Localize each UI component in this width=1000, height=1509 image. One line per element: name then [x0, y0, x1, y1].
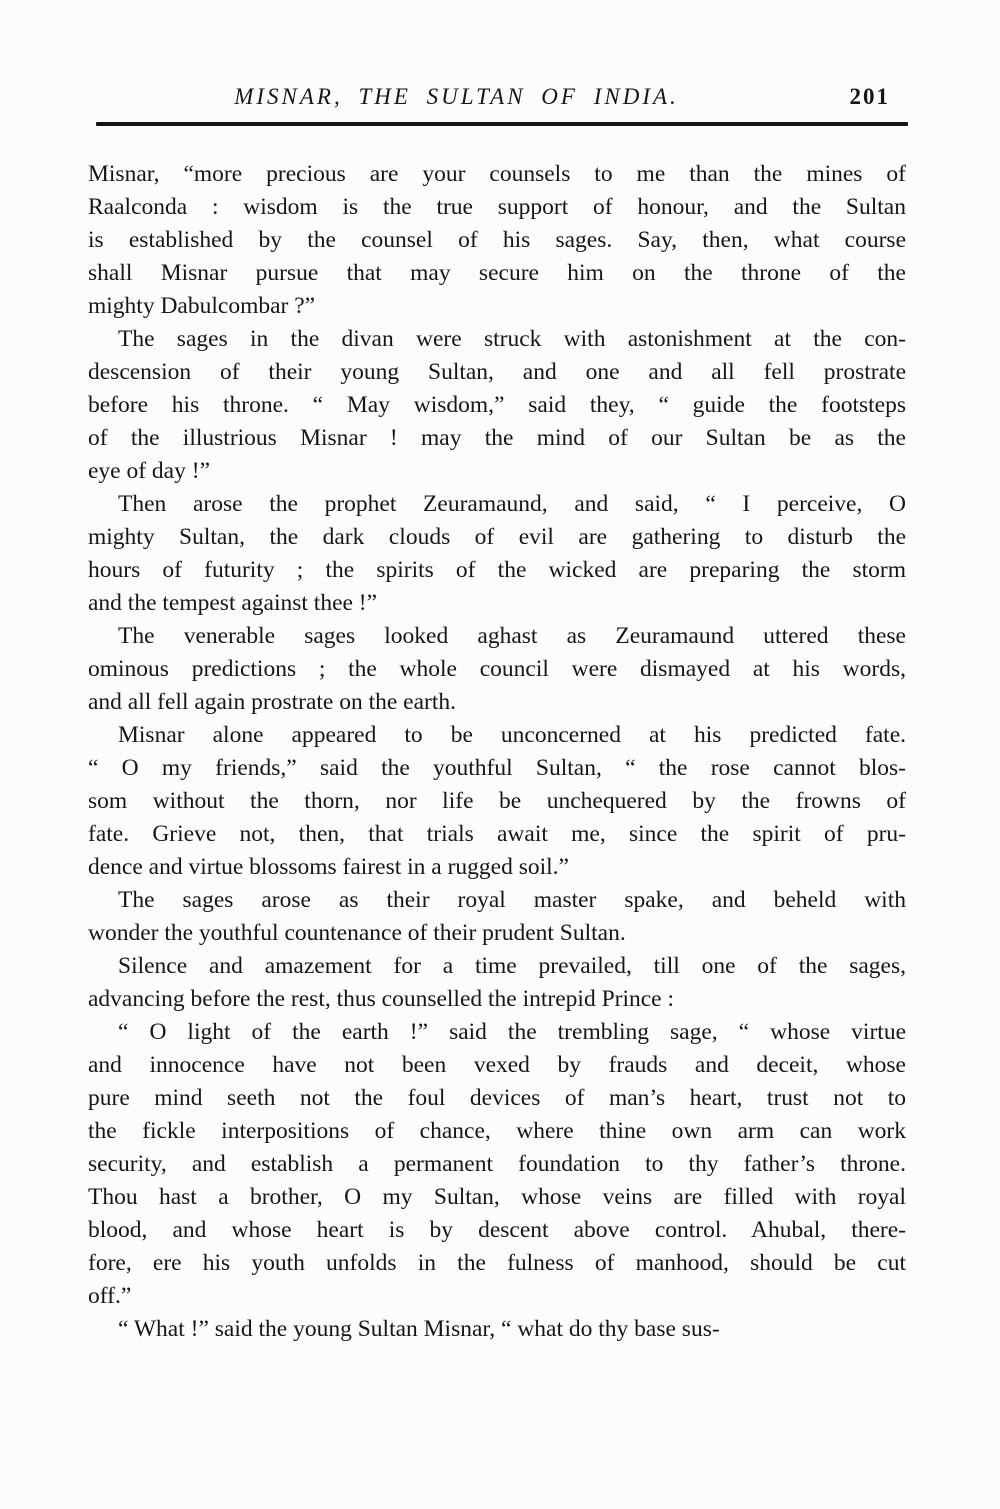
text-line: som without the thorn, nor life be unchequered by the frowns of [88, 788, 906, 814]
page-body [88, 158, 906, 1346]
running-head [95, 84, 908, 116]
text-line: pure mind seeth not the foul devices of man’s heart, trust not to [88, 1085, 906, 1111]
text-line: fore, ere his youth unfolds in the fulness of manhood, should be cut [88, 1250, 906, 1276]
text-line: Silence and amazement for a time prevailed, till one of the sages, [118, 953, 906, 979]
text-line: Misnar alone appeared to be unconcerned at his predicted fate. [118, 722, 906, 748]
text-line: and all fell again prostrate on the earth. [88, 689, 457, 715]
text-line: Thou hast a brother, O my Sultan, whose veins are filled with royal [88, 1184, 906, 1210]
text-line: dence and virtue blossoms fairest in a rugged soil.” [88, 854, 569, 880]
text-line: shall Misnar pursue that may secure him on the throne of the [88, 260, 906, 286]
text-line: The sages arose as their royal master spake, and beheld with [118, 887, 906, 913]
text-line: ominous predictions ; the whole council were dismayed at his words, [88, 656, 906, 682]
text-line: and the tempest against thee !” [88, 590, 378, 616]
text-line: and innocence have not been vexed by frauds and deceit, whose [88, 1052, 906, 1078]
text-line: blood, and whose heart is by descent above control. Ahubal, there- [88, 1217, 906, 1243]
text-line: The venerable sages looked aghast as Zeuramaund uttered these [118, 623, 906, 649]
header-rule [96, 122, 908, 126]
text-line: hours of futurity ; the spirits of the wicked are preparing the storm [88, 557, 906, 583]
text-line: the fickle interpositions of chance, where thine own arm can work [88, 1118, 906, 1144]
text-line: eye of day !” [88, 458, 210, 484]
text-line: The sages in the divan were struck with astonishment at the con- [118, 326, 906, 352]
text-line: off.” [88, 1283, 132, 1309]
page-title: MISNAR, THE SULTAN OF INDIA. [234, 84, 679, 109]
text-line: Then arose the prophet Zeuramaund, and said, “ I perceive, O [118, 491, 906, 517]
text-line: descension of their young Sultan, and one and all fell prostrate [88, 359, 906, 385]
text-line: mighty Sultan, the dark clouds of evil are gathering to disturb the [88, 524, 906, 550]
text-line: advancing before the rest, thus counselled the intrepid Prince : [88, 986, 675, 1012]
text-line: fate. Grieve not, then, that trials await me, since the spirit of pru- [88, 821, 906, 847]
text-line: Raalconda : wisdom is the true support of honour, and the Sultan [88, 194, 906, 220]
text-line: “ What !” said the young Sultan Misnar, “ what do thy base sus- [118, 1316, 720, 1342]
text-line: Misnar, “more precious are your counsels to me than the mines of [88, 161, 906, 187]
text-line: mighty Dabulcombar ?” [88, 293, 316, 319]
page-number: 201 [849, 84, 890, 109]
text-line: of the illustrious Misnar ! may the mind of our Sultan be as the [88, 425, 906, 451]
text-line: “ O my friends,” said the youthful Sultan, “ the rose cannot blos- [88, 755, 906, 781]
text-line: “ O light of the earth !” said the trembling sage, “ whose virtue [118, 1019, 906, 1045]
text-line: wonder the youthful countenance of their prudent Sultan. [88, 920, 626, 946]
text-line: is established by the counsel of his sages. Say, then, what course [88, 227, 906, 253]
text-line: security, and establish a permanent foundation to thy father’s throne. [88, 1151, 906, 1177]
text-line: before his throne. “ May wisdom,” said they, “ guide the footsteps [88, 392, 906, 418]
